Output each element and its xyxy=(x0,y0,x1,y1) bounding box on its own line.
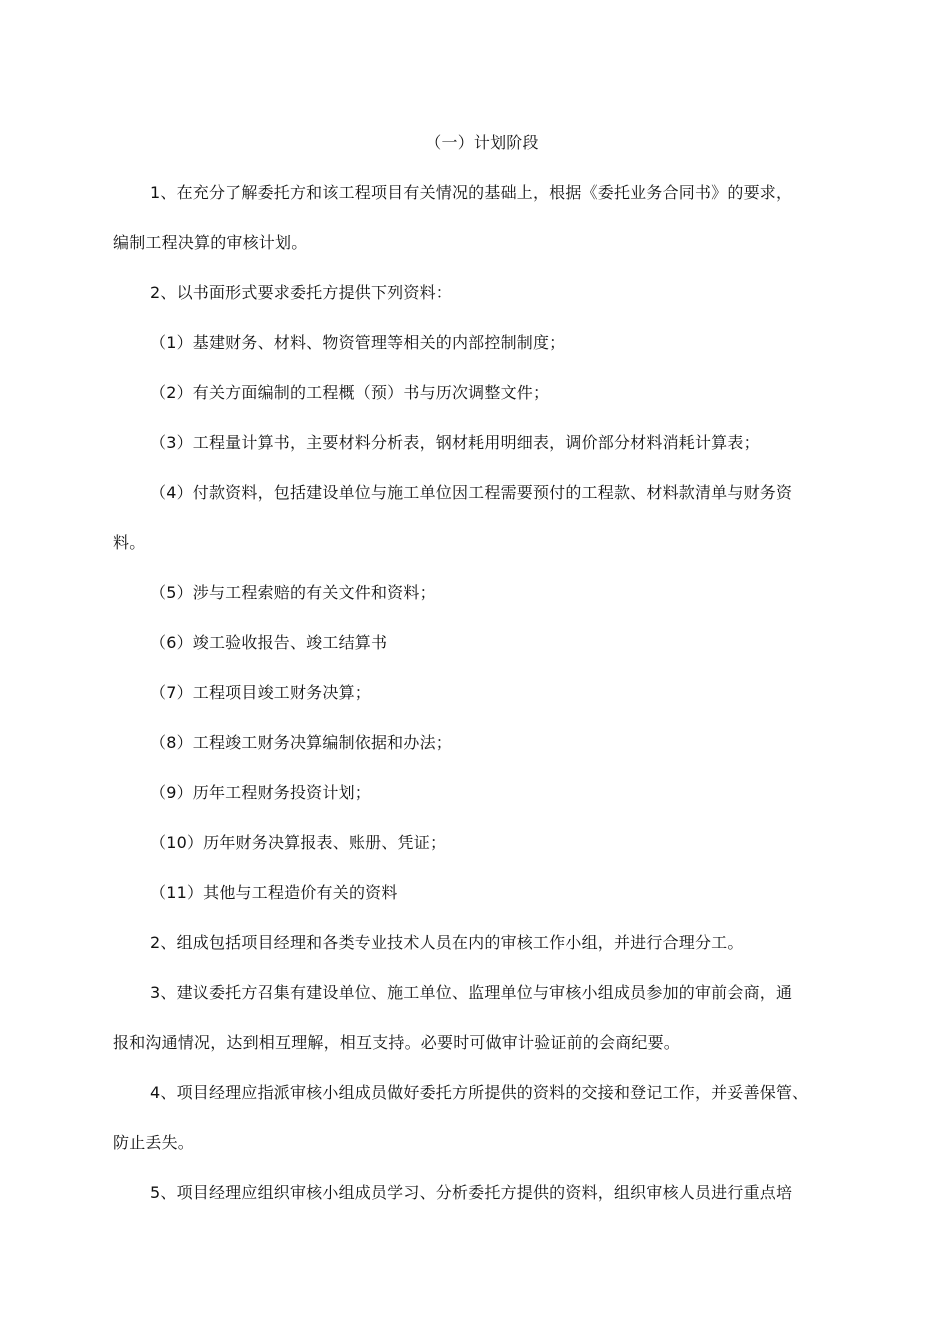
list-item-9: （9）历年工程财务投资计划； xyxy=(150,783,371,802)
list-item-2: （2）有关方面编制的工程概（预）书与历次调整文件； xyxy=(150,383,550,402)
list-item-4-line-2: 料。 xyxy=(113,533,146,552)
paragraph-2-heading: 2、以书面形式要求委托方提供下列资料： xyxy=(150,283,452,302)
list-item-3: （3）工程量计算书，主要材料分析表，钢材耗用明细表，调价部分材料消耗计算表； xyxy=(150,433,760,452)
paragraph-team: 2、组成包括项目经理和各类专业技术人员在内的审核工作小组，并进行合理分工。 xyxy=(150,933,744,952)
list-item-8: （8）工程竣工财务决算编制依据和办法； xyxy=(150,733,452,752)
list-item-10: （10）历年财务决算报表、账册、凭证； xyxy=(150,833,447,852)
paragraph-4-line-2: 防止丢失。 xyxy=(113,1133,195,1152)
paragraph-3-line-2: 报和沟通情况，达到相互理解，相互支持。必要时可做审计验证前的会商纪要。 xyxy=(113,1033,681,1052)
paragraph-1-line-2: 编制工程决算的审核计划。 xyxy=(113,233,308,252)
paragraph-5-line-1: 5、项目经理应组织审核小组成员学习、分析委托方提供的资料，组织审核人员进行重点培 xyxy=(150,1183,793,1202)
list-item-11: （11）其他与工程造价有关的资料 xyxy=(150,883,398,902)
list-item-1: （1）基建财务、材料、物资管理等相关的内部控制制度； xyxy=(150,333,566,352)
paragraph-3-line-1: 3、建议委托方召集有建设单位、施工单位、监理单位与审核小组成员参加的审前会商，通 xyxy=(150,983,793,1002)
paragraph-4-line-1: 4、项目经理应指派审核小组成员做好委托方所提供的资料的交接和登记工作，并妥善保管、 xyxy=(150,1083,809,1102)
list-item-5: （5）涉与工程索赔的有关文件和资料； xyxy=(150,583,436,602)
section-heading: （一）计划阶段 xyxy=(425,133,539,152)
list-item-6: （6）竣工验收报告、竣工结算书 xyxy=(150,633,388,652)
paragraph-1-line-1: 1、在充分了解委托方和该工程项目有关情况的基础上，根据《委托业务合同书》的要求， xyxy=(150,183,793,202)
list-item-4-line-1: （4）付款资料，包括建设单位与施工单位因工程需要预付的工程款、材料款清单与财务资 xyxy=(150,483,793,502)
list-item-7: （7）工程项目竣工财务决算； xyxy=(150,683,371,702)
